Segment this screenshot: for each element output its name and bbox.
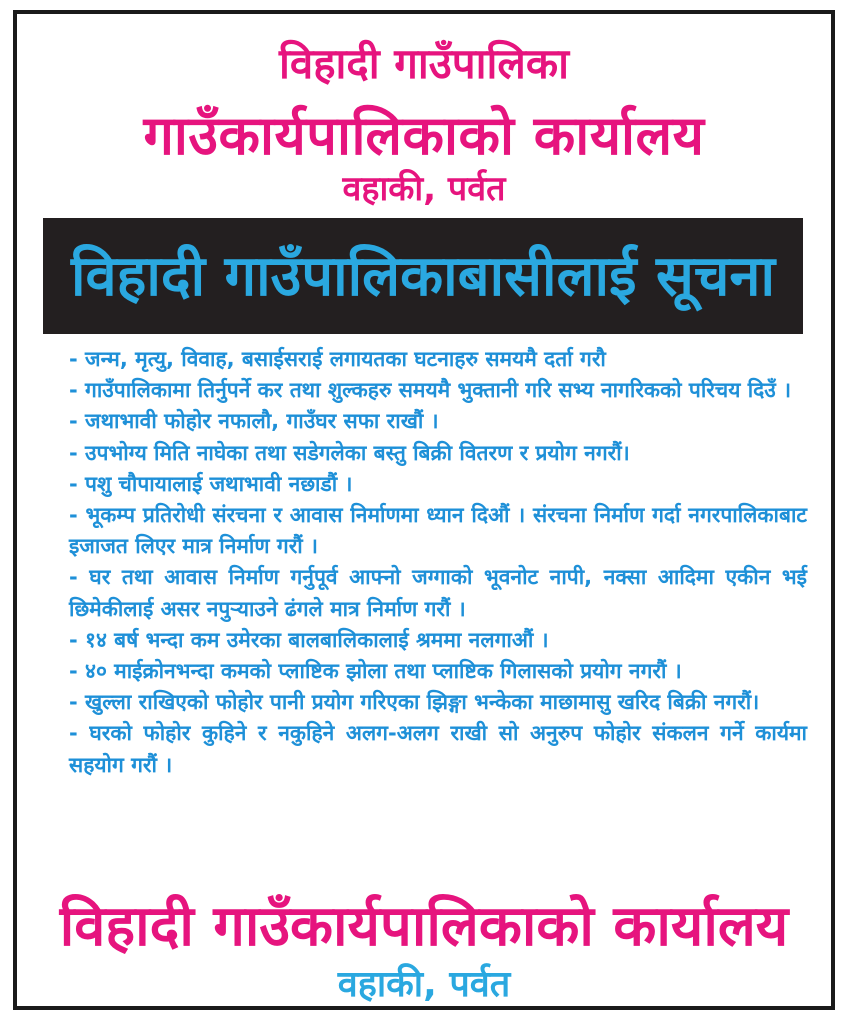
notice-item: - घरको फोहोर कुहिने र नकुहिने अलग-अलग राखी सो अनुरुप फोहोर संकलन गर्ने कार्यमा सहयोग गरौं । <box>69 721 807 777</box>
notice-banner <box>43 218 803 334</box>
notice-poster <box>13 10 835 1010</box>
notice-item: - उपभोग्य मिति नाघेका तथा सडेगलेका बस्तु बिक्री वितरण र प्रयोग नगरौं। <box>69 440 630 465</box>
notice-item: - जन्म, मृत्यु, विवाह, बसाईसराई लगायतका घटनाहरु समयमै दर्ता गरौ <box>69 347 606 371</box>
notice-item: - भूकम्प प्रतिरोधी संरचना र आवास निर्माणमा ध्यान दिऔं । संरचना निर्माण गर्दा नगरपालिकाबाट इजाजत लिएर मात्र निर्माण गरौं । <box>69 503 807 559</box>
office-location: वहाकी, पर्वत <box>342 169 506 209</box>
notice-item: - पशु चौपायालाई जथाभावी नछाडौं । <box>69 471 353 496</box>
municipality-name: विहादी गाउँपालिका <box>279 39 569 88</box>
office-title: गाउँकार्यपालिकाको कार्यालय <box>143 104 705 167</box>
notice-item: - खुल्ला राखिएको फोहोर पानी प्रयोग गरिएका झिङ्गा भन्केका माछामासु खरिद बिक्री नगरौं। <box>69 690 760 715</box>
notice-item: - गाउँपालिकामा तिर्नुपर्ने कर तथा शुल्कहरु समयमै भुक्तानी गरि सभ्य नागरिकको परिचय दिउँ । <box>69 378 792 403</box>
notice-list <box>69 344 807 781</box>
notice-item: - जथाभावी फोहोर नफालौ, गाउँघर सफा राखौं । <box>69 409 439 434</box>
footer-office-title: विहादी गाउँकार्यपालिकाको कार्यालय <box>59 894 789 959</box>
footer-office-location: वहाकी, पर्वत <box>337 964 511 1005</box>
notice-banner-title: विहादी गाउँपालिकाबासीलाई सूचना <box>71 244 775 309</box>
notice-item: - घर तथा आवास निर्माण गर्नुपूर्व आफ्नो जग्गाको भूवनोट नापी, नक्सा आदिमा एकीन भई छिमेकीलाई असर नपुऱ्याउने ढंगले मात्र निर्माण गरौं । <box>69 565 807 621</box>
notice-item: - १४ बर्ष भन्दा कम उमेरका बालबालिकालाई श्रममा नलगाऔं । <box>69 627 549 652</box>
notice-item: - ४० माईक्रोनभन्दा कमको प्लाष्टिक झोला तथा प्लाष्टिक गिलासको प्रयोग नगरौं । <box>69 659 682 684</box>
